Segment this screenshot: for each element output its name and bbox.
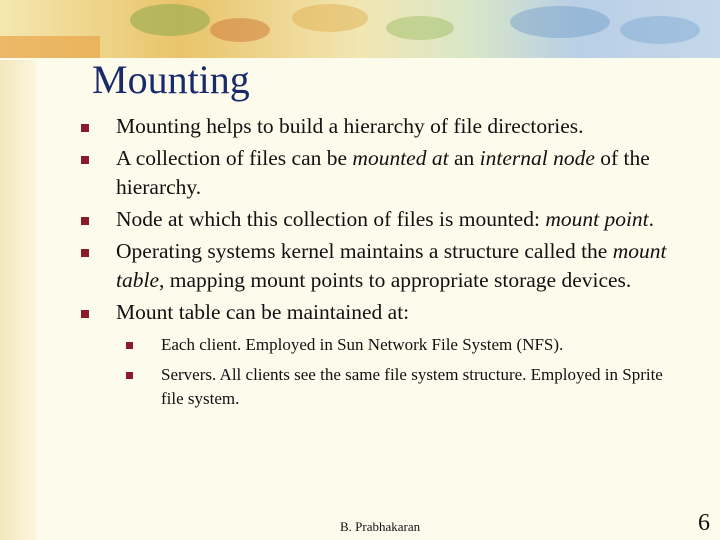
- italic-text: mounted at: [352, 146, 449, 170]
- sub-bullet-item: [116, 333, 688, 357]
- bullet-item: [78, 298, 688, 327]
- sub-bullet-item: [116, 363, 688, 411]
- sub-bullet-text: Servers. All clients see the same file system structure. Employed in Sprite file system.: [161, 365, 663, 408]
- bullet-text: [116, 146, 650, 199]
- sub-bullet-square-icon: [126, 342, 133, 349]
- bullet-item: [78, 112, 688, 141]
- sub-bullet-list: [116, 333, 688, 411]
- page-number: 6: [698, 510, 710, 536]
- text-run: .: [648, 207, 655, 231]
- bullet-text: [116, 207, 654, 231]
- left-decoration-strip: [0, 60, 36, 540]
- bullet-text: [116, 300, 409, 324]
- bullet-text: [116, 239, 666, 292]
- text-run: Mounting helps to build a hierarchy of file directories.: [116, 114, 584, 138]
- footer-author: B. Prabhakaran: [340, 519, 421, 534]
- bullet-item: [78, 205, 688, 234]
- bullet-square-icon: [81, 124, 89, 132]
- text-run: Node at which this collection of files is mounted:: [116, 207, 546, 231]
- italic-text: mount table: [116, 239, 667, 292]
- text-run: of the hierarchy.: [116, 146, 650, 199]
- bullet-item: [78, 237, 688, 295]
- bullet-text: [116, 114, 584, 138]
- bullet-square-icon: [81, 156, 89, 164]
- bullet-list: [78, 112, 688, 417]
- text-run: , mapping mount points to appropriate storage devices.: [159, 268, 632, 292]
- sub-bullet-text: Each client. Employed in Sun Network File System (NFS).: [161, 335, 564, 354]
- slide-title: Mounting: [92, 57, 250, 102]
- italic-text: internal node: [479, 146, 595, 170]
- text-run: Mount table can be maintained at:: [116, 300, 410, 324]
- text-run: an: [448, 146, 480, 170]
- bullet-item: [78, 144, 688, 202]
- italic-text: mount point: [545, 207, 649, 231]
- bullet-square-icon: [81, 310, 89, 318]
- text-run: A collection of files can be: [116, 146, 353, 170]
- text-run: Operating systems kernel maintains a structure called the: [116, 239, 613, 263]
- sub-bullet-square-icon: [126, 372, 133, 379]
- bullet-square-icon: [81, 249, 89, 257]
- bullet-square-icon: [81, 217, 89, 225]
